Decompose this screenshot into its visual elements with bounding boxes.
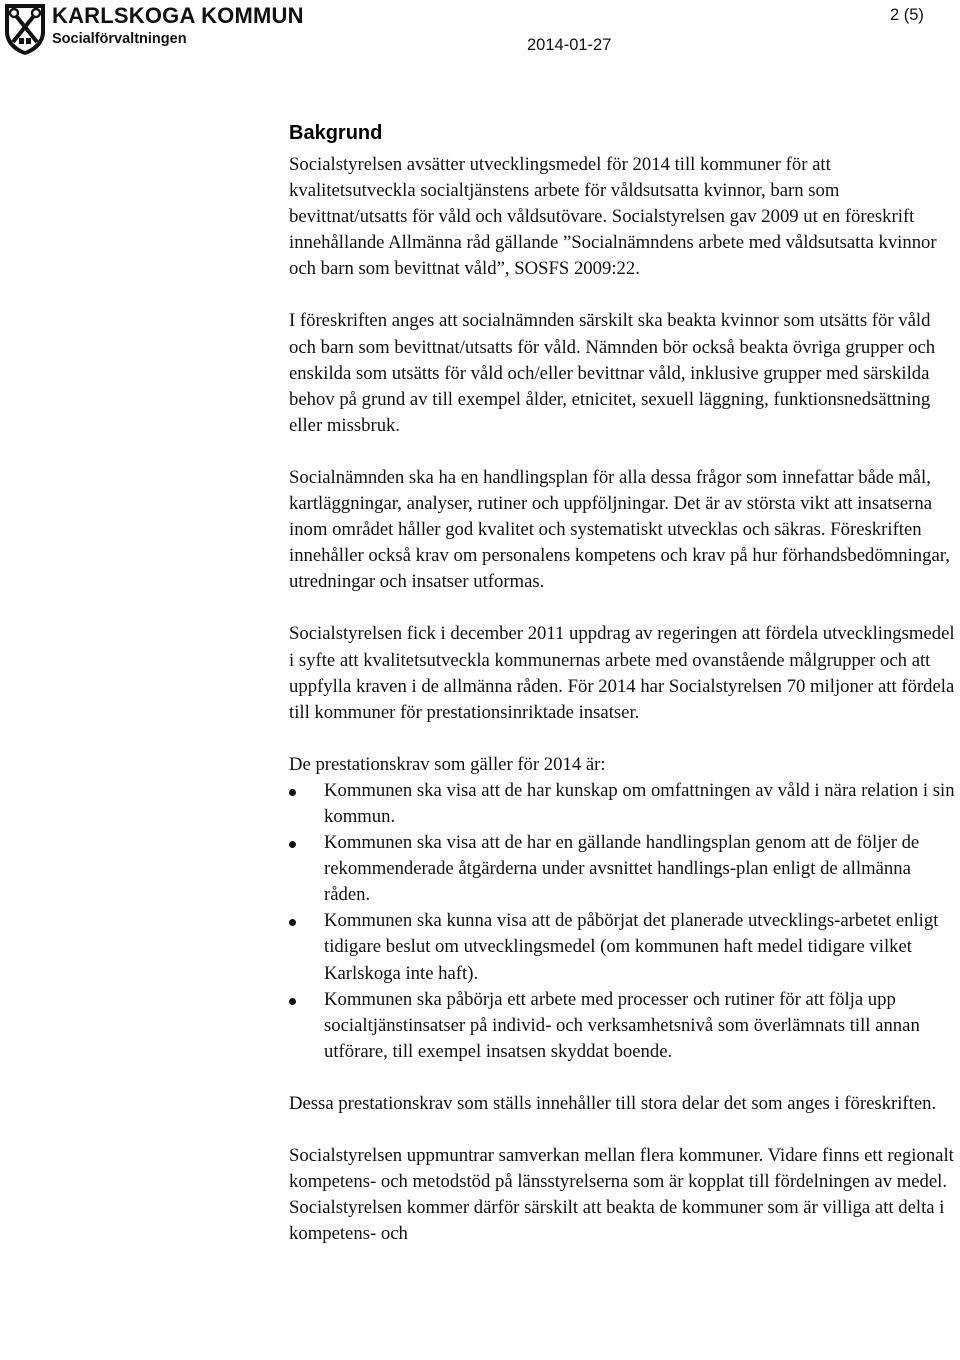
paragraph-action-plan: Socialnämnden ska ha en handlingsplan för alla dessa frågor som innefattar både mål, kartläggningar, analyser, rutiner och uppföljningar. Det är av största vikt att insatserna inom området håller god kvalitet och systematiskt utvecklas och säkras. Föreskriften innehåller också krav om personalens kompetens och krav på hur förhandsbedömningar, utredningar och insatser utformas.: [289, 466, 950, 593]
list-item-text: Kommunen ska visa att de har en gällande handlingsplan genom att de följer de rekommenderade åtgärderna under avsnittet handlings-plan enligt de allmänna råden.: [324, 832, 920, 906]
page-number: 2 (5): [890, 6, 924, 24]
organization-name: KARLSKOGA KOMMUN: [52, 3, 304, 28]
bullet-icon: [289, 998, 296, 1005]
paragraph-cooperation: Socialstyrelsen uppmuntrar samverkan mellan flera kommuner. Vidare finns ett regionalt kompetens- och metodstöd på länsstyrelserna som är kopplat till fördelningen av medel. Socialstyrelsen kommer därför särskilt att beakta de kommuner som är villiga att delta i kompetens- och: [289, 1145, 954, 1245]
page-header: [0, 0, 960, 64]
paragraph-summary: Dessa prestationskrav som ställs innehåller till stora delar det som anges i föreskriften.: [289, 1092, 937, 1114]
bullet-icon: [289, 919, 296, 926]
organization-block: [52, 3, 304, 48]
paragraph-requirements-intro: De prestationskrav som gäller för 2014 är:: [289, 753, 606, 775]
list-item-text: Kommunen ska kunna visa att de påbörjat det planerade utvecklings-arbetet enligt tidigare beslut om utvecklingsmedel (om kommunen haft medel tidigare vilket Karlskoga inte haft).: [324, 910, 939, 984]
department-name: Socialförvaltningen: [52, 31, 187, 47]
list-item-text: Kommunen ska påbörja ett arbete med processer och rutiner för att följa upp socialtjänstinsatser på individ- och verksamhetsnivå som överlämnats till annan utförare, till exempel insatsen skyddat boende.: [324, 988, 920, 1062]
list-item: [289, 778, 957, 830]
document-body: [289, 120, 957, 1247]
list-item-text: Kommunen ska visa att de har kunskap om omfattningen av våld i nära relation i sin kommun.: [324, 779, 955, 827]
karlskoga-coat-of-arms-logo: [2, 2, 48, 56]
list-item: [289, 987, 957, 1065]
list-item: [289, 830, 957, 908]
paragraph-regulation: I föreskriften anges att socialnämnden särskilt ska beakta kvinnor som utsätts för våld och barn som bevittnat/utsatts för våld. Nämnden bör också beakta övriga grupper och enskilda som utsätts för våld och/eller bevittnar våld, inklusive grupper med särskilda behov på grund av till exempel ålder, etnicitet, sexuell läggning, funktionsnedsättning eller missbruk.: [289, 310, 936, 436]
document-date: 2014-01-27: [527, 36, 612, 54]
paragraph-background: Socialstyrelsen avsätter utvecklingsmedel för 2014 till kommuner för att kvalitetsutveckla socialtjänstens arbete för våldsutsatta kvinnor, barn som bevittnat/utsatts för våld och våldsutövare. Socialstyrelsen gav 2009 ut en föreskrift innehållande Allmänna råd gällande ”Socialnämndens arbete med våldsutsatta kvinnor och barn som bevittnat våld”, SOSFS 2009:22.: [289, 154, 937, 280]
list-item: [289, 908, 957, 986]
paragraph-assignment: Socialstyrelsen fick i december 2011 uppdrag av regeringen att fördela utvecklingsmedel i syfte att kvalitetsutveckla kommunernas arbete med ovanstående målgrupper och att uppfylla kraven i de allmänna råden. För 2014 har Socialstyrelsen 70 miljoner att fördela till kommuner för prestationsinriktade insatser.: [289, 623, 955, 723]
bullet-icon: [289, 841, 296, 848]
bullet-icon: [289, 789, 296, 796]
requirements-list: [289, 778, 957, 1065]
section-heading: Bakgrund: [289, 122, 383, 144]
